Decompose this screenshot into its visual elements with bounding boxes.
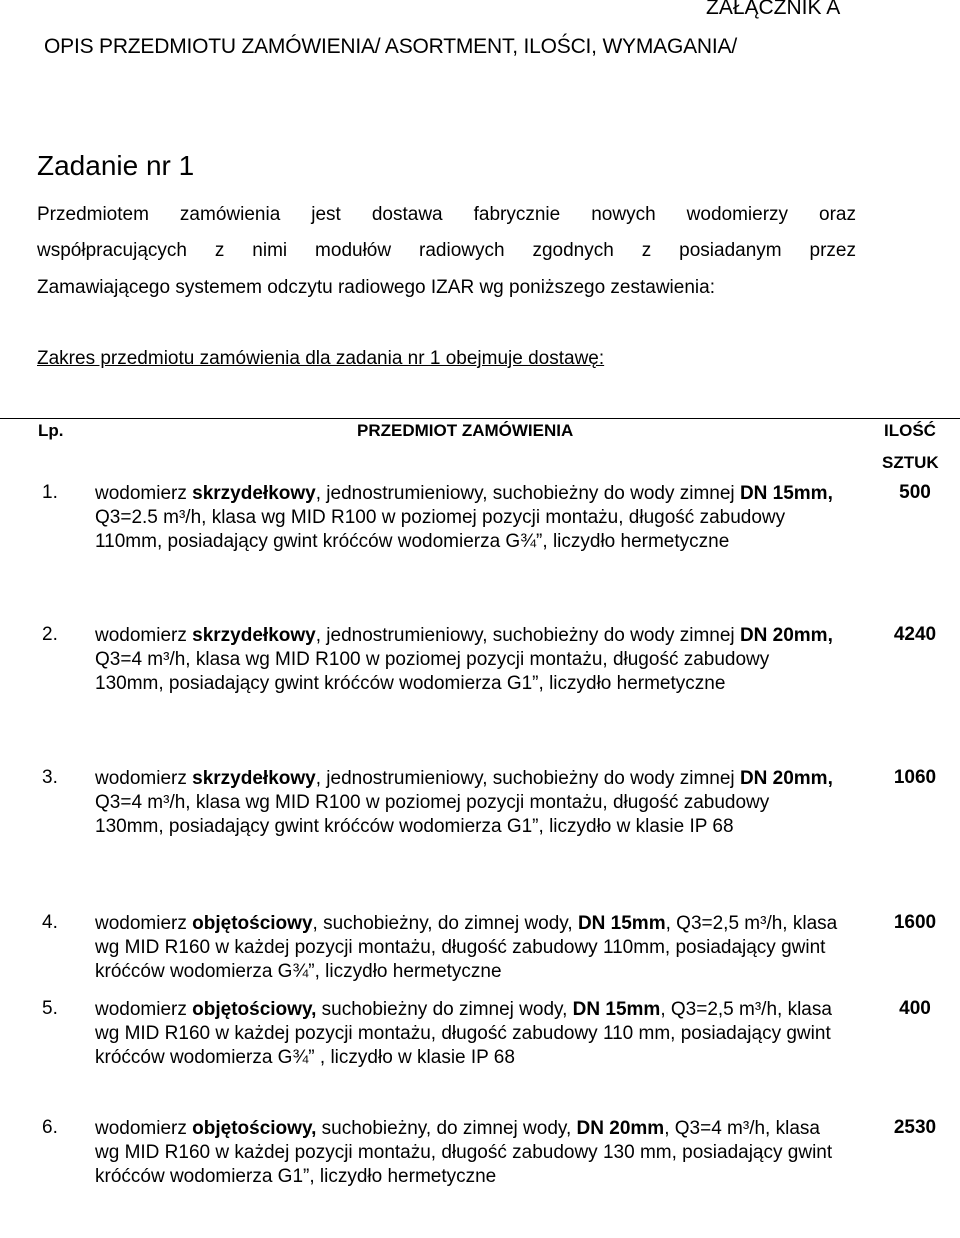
row-quantity: 4240 [893,624,937,645]
header-item: PRZEDMIOT ZAMÓWIENIA [357,421,574,440]
row-description: wodomierz objętościowy, suchobieżny do zimnej wody, DN 15mm, Q3=2,5 m³/h, klasa wg MID R160 w każdej pozycji montażu, długość zabudowy 110 mm, posiadający gwint króćców wodomierza G¾” , liczydło w klasie IP 68 [95,999,832,1068]
document-title: OPIS PRZEDMIOTU ZAMÓWIENIA/ ASORTMENT, ILOŚCI, WYMAGANIA/ [44,35,737,58]
row-description: wodomierz skrzydełkowy, jednostrumieniowy, suchobieżny do wody zimnej DN 20mm, Q3=4 m³/h, klasa wg MID R100 w poziomej pozycji montażu, długość zabudowy 130mm, posiadający gwint króćców wodomierza G1”, liczydło hermetyczne [95,625,833,694]
row-number: 3. [42,767,58,788]
row-description: wodomierz objętościowy, suchobieżny, do zimnej wody, DN 15mm, Q3=2,5 m³/h, klasa wg MID R160 w każdej pozycji montażu, długość zabudowy 110mm, posiadający gwint króćców wodomierza G¾”, liczydło hermetyczne [95,913,838,982]
row-quantity: 400 [899,998,931,1019]
row-number: 5. [42,998,58,1019]
row-quantity: 1060 [893,767,937,788]
row-quantity: 500 [899,482,931,503]
scope-text: Zakres przedmiotu zamówienia dla zadania nr 1 obejmuje dostawę: [37,348,605,369]
intro-line: Przedmiotem zamówienia jest dostawa fabrycznie nowych wodomierzy oraz [37,204,856,225]
header-lp: Lp. [38,421,64,440]
intro-line: Zamawiającego systemem odczytu radiowego IZAR wg poniższego zestawienia: [37,277,715,298]
intro-line: współpracujących z nimi modułów radiowych zgodnych z posiadanym przez [37,240,856,261]
row-number: 4. [42,912,58,933]
annex-label: ZAŁĄCZNIK A [706,0,841,19]
task-heading: Zadanie nr 1 [37,150,195,181]
row-number: 1. [42,482,58,503]
table-top-border [0,418,960,419]
row-number: 6. [42,1117,58,1138]
row-description: wodomierz objętościowy, suchobieżny, do zimnej wody, DN 20mm, Q3=4 m³/h, klasa wg MID R160 w każdej pozycji montażu, długość zabudowy 130 mm, posiadający gwint króćców wodomierza G1”, liczydło hermetyczne [95,1118,833,1187]
row-description: wodomierz skrzydełkowy, jednostrumieniowy, suchobieżny do wody zimnej DN 20mm, Q3=4 m³/h, klasa wg MID R100 w poziomej pozycji montażu, długość zabudowy 130mm, posiadający gwint króćców wodomierza G1”, liczydło w klasie IP 68 [95,768,833,837]
row-description: wodomierz skrzydełkowy, jednostrumieniowy, suchobieżny do wody zimnej DN 15mm, Q3=2.5 m³/h, klasa wg MID R100 w poziomej pozycji montażu, długość zabudowy 110mm, posiadający gwint króćców wodomierza G¾”, liczydło hermetyczne [95,483,833,552]
row-quantity: 1600 [893,912,937,933]
header-qty: ILOŚĆ [884,421,936,440]
row-number: 2. [42,624,58,645]
row-quantity: 2530 [893,1117,937,1138]
header-qty-unit: SZTUK [882,453,939,472]
